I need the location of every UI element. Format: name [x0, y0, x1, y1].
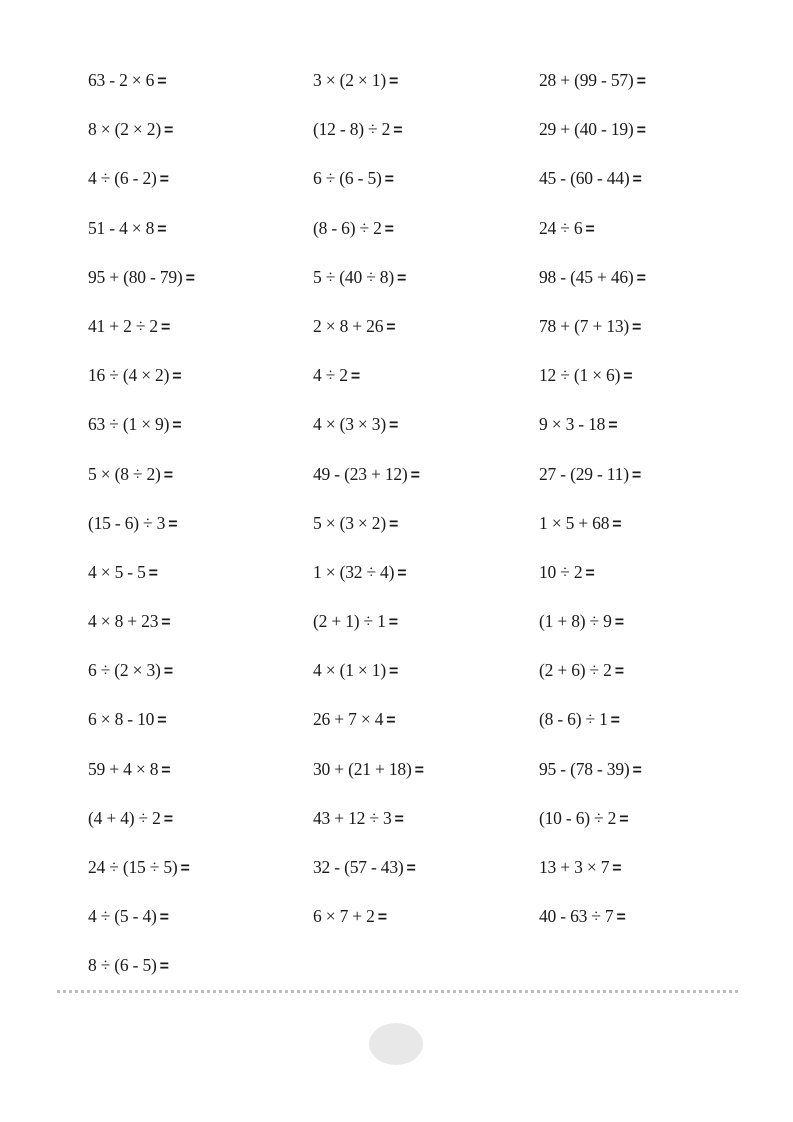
- math-problem: [313, 658, 538, 707]
- problem-expression: 4 × 5 - 5: [88, 561, 146, 582]
- equals-sign: =: [396, 269, 407, 287]
- equals-sign: =: [148, 564, 158, 582]
- math-problem: [539, 265, 764, 314]
- math-problem: [313, 855, 538, 904]
- math-problem: [539, 757, 764, 806]
- equals-sign: =: [161, 614, 171, 632]
- equals-sign: =: [388, 614, 398, 632]
- problem-expression: 40 - 63 ÷ 7: [539, 906, 614, 927]
- problem-expression: 59 + 4 × 8: [88, 758, 159, 779]
- equals-sign: =: [157, 73, 167, 90]
- equals-sign: =: [386, 318, 396, 336]
- problem-expression: 6 × 8 - 10: [88, 709, 155, 730]
- problem-expression: (1 + 8) ÷ 9: [539, 611, 612, 632]
- problem-expression: 8 ÷ (6 - 5): [88, 955, 157, 976]
- math-problem: [313, 166, 538, 215]
- equals-sign: =: [636, 269, 646, 287]
- math-problem: [539, 412, 764, 461]
- problem-expression: 41 + 2 ÷ 2: [88, 315, 158, 336]
- equals-sign: =: [388, 73, 399, 90]
- math-problem: [313, 757, 538, 806]
- problem-expression: 6 ÷ (2 × 3): [88, 660, 161, 681]
- equals-sign: =: [159, 171, 169, 189]
- problem-expression: 43 + 12 ÷ 3: [313, 807, 392, 828]
- problem-expression: (2 + 6) ÷ 2: [539, 660, 612, 681]
- math-problem: [539, 658, 764, 707]
- problem-expression: 5 ÷ (40 ÷ 8): [313, 266, 394, 287]
- equals-sign: =: [614, 614, 624, 632]
- problem-expression: 12 ÷ (1 × 6): [539, 365, 621, 386]
- math-problem: [88, 412, 313, 461]
- equals-sign: =: [394, 810, 404, 828]
- math-problem: [313, 806, 538, 855]
- math-problem: [539, 117, 764, 166]
- equals-sign: =: [619, 810, 629, 828]
- equals-sign: =: [159, 958, 169, 976]
- problem-expression: 30 + (21 + 18): [313, 758, 412, 779]
- math-problem: [539, 806, 764, 855]
- equals-sign: =: [632, 171, 642, 189]
- math-problem: [539, 462, 764, 511]
- math-problem: [88, 560, 313, 609]
- equals-sign: =: [406, 860, 416, 877]
- problem-expression: 24 ÷ 6: [539, 217, 583, 238]
- math-problem: [313, 904, 538, 953]
- equals-sign: =: [608, 417, 618, 435]
- equals-sign: =: [632, 318, 642, 336]
- problem-expression: 2 × 8 + 26: [313, 315, 384, 336]
- math-problem: [88, 904, 313, 953]
- problem-expression: 63 - 2 × 6: [88, 70, 155, 90]
- equals-sign: =: [160, 318, 171, 336]
- equals-sign: =: [163, 663, 173, 681]
- problem-expression: 95 - (78 - 39): [539, 758, 630, 779]
- equals-sign: =: [397, 564, 407, 582]
- math-problem: [313, 314, 538, 363]
- equals-sign: =: [410, 466, 420, 484]
- equals-sign: =: [350, 368, 361, 386]
- problem-expression: 4 ÷ 2: [313, 365, 348, 386]
- problem-expression: 95 + (80 - 79): [88, 266, 183, 287]
- math-problem: [88, 314, 313, 363]
- equals-sign: =: [384, 220, 394, 238]
- equals-sign: =: [168, 515, 178, 533]
- problem-expression: 6 × 7 + 2: [313, 906, 375, 927]
- problem-expression: 4 ÷ (6 - 2): [88, 168, 157, 189]
- problem-expression: 29 + (40 - 19): [539, 119, 634, 140]
- problem-expression: (2 + 1) ÷ 1: [313, 611, 386, 632]
- equals-sign: =: [163, 466, 173, 484]
- problem-expression: 49 - (23 + 12): [313, 463, 408, 484]
- problem-column-1: [88, 68, 313, 1003]
- problem-expression: 3 × (2 × 1): [313, 70, 386, 90]
- math-problem: [88, 265, 313, 314]
- math-problem: [313, 265, 538, 314]
- math-problem: [539, 609, 764, 658]
- equals-sign: =: [157, 712, 167, 730]
- equals-sign: =: [163, 810, 173, 828]
- problem-expression: 98 - (45 + 46): [539, 266, 634, 287]
- equals-sign: =: [180, 860, 190, 877]
- page-number-badge: [369, 1023, 423, 1065]
- problem-expression: (8 - 6) ÷ 1: [539, 709, 608, 730]
- equals-sign: =: [393, 122, 403, 140]
- math-problem: [88, 609, 313, 658]
- math-problem: [539, 363, 764, 412]
- equals-sign: =: [388, 663, 399, 681]
- math-problem: [313, 412, 538, 461]
- math-problem: [313, 511, 538, 560]
- problem-expression: 51 - 4 × 8: [88, 217, 155, 238]
- equals-sign: =: [636, 122, 646, 140]
- math-problem: [313, 609, 538, 658]
- problem-expression: 8 × (2 × 2): [88, 119, 161, 140]
- equals-sign: =: [623, 368, 633, 386]
- dotted-divider: [57, 990, 738, 993]
- problem-expression: 63 ÷ (1 × 9): [88, 414, 170, 435]
- equals-sign: =: [185, 269, 195, 287]
- math-problem: [88, 363, 313, 412]
- problem-column-2: [313, 68, 538, 953]
- problem-expression: (15 - 6) ÷ 3: [88, 512, 166, 533]
- equals-sign: =: [610, 712, 620, 730]
- equals-sign: =: [159, 909, 169, 927]
- problem-expression: 28 + (99 - 57): [539, 70, 634, 90]
- equals-sign: =: [377, 909, 387, 927]
- math-problem: [88, 166, 313, 215]
- equals-sign: =: [161, 761, 171, 779]
- equals-sign: =: [585, 564, 595, 582]
- problem-expression: 45 - (60 - 44): [539, 168, 630, 189]
- equals-sign: =: [612, 515, 622, 533]
- math-problem: [88, 117, 313, 166]
- problem-expression: 32 - (57 - 43): [313, 857, 404, 877]
- math-problem: [539, 560, 764, 609]
- math-problem: [539, 166, 764, 215]
- problem-expression: 4 × (3 × 3): [313, 414, 386, 435]
- problem-expression: (8 - 6) ÷ 2: [313, 217, 382, 238]
- math-problem: [88, 462, 313, 511]
- math-problem: [539, 314, 764, 363]
- math-problem: [539, 904, 764, 953]
- equals-sign: =: [163, 122, 174, 140]
- problem-expression: (4 + 4) ÷ 2: [88, 807, 161, 828]
- equals-sign: =: [386, 712, 396, 730]
- problem-expression: (10 - 6) ÷ 2: [539, 807, 617, 828]
- math-problem: [539, 216, 764, 265]
- math-problem: [539, 511, 764, 560]
- problem-expression: 27 - (29 - 11): [539, 463, 629, 484]
- problem-expression: 4 ÷ (5 - 4): [88, 906, 157, 927]
- equals-sign: =: [616, 909, 626, 927]
- problem-expression: 24 ÷ (15 ÷ 5): [88, 857, 178, 877]
- problem-expression: 9 × 3 - 18: [539, 414, 606, 435]
- problem-expression: (12 - 8) ÷ 2: [313, 119, 391, 140]
- problem-expression: 13 + 3 × 7: [539, 857, 610, 877]
- math-problem: [88, 855, 313, 904]
- equals-sign: =: [612, 860, 622, 877]
- math-problem: [88, 757, 313, 806]
- math-problem: [88, 68, 313, 117]
- math-problem: [539, 855, 764, 904]
- problem-expression: 26 + 7 × 4: [313, 709, 384, 730]
- equals-sign: =: [614, 663, 624, 681]
- equals-sign: =: [388, 515, 399, 533]
- equals-sign: =: [157, 220, 167, 238]
- math-problem: [88, 511, 313, 560]
- math-problem: [313, 707, 538, 756]
- equals-sign: =: [388, 417, 399, 435]
- math-problem: [313, 462, 538, 511]
- math-problem: [313, 117, 538, 166]
- problem-expression: 5 × (3 × 2): [313, 512, 386, 533]
- equals-sign: =: [636, 73, 646, 90]
- math-problem: [313, 68, 538, 117]
- problem-expression: 6 ÷ (6 - 5): [313, 168, 382, 189]
- equals-sign: =: [414, 761, 424, 779]
- problem-expression: 4 × 8 + 23: [88, 611, 159, 632]
- problem-expression: 16 ÷ (4 × 2): [88, 365, 170, 386]
- math-problem: [313, 216, 538, 265]
- problem-expression: 5 × (8 ÷ 2): [88, 463, 161, 484]
- equals-sign: =: [172, 368, 182, 386]
- math-problem: [88, 707, 313, 756]
- problem-expression: 1 × (32 ÷ 4): [313, 561, 395, 582]
- problem-expression: 78 + (7 + 13): [539, 315, 630, 336]
- problem-expression: 10 ÷ 2: [539, 561, 583, 582]
- math-problem: [313, 560, 538, 609]
- equals-sign: =: [384, 171, 394, 189]
- equals-sign: =: [632, 761, 642, 779]
- math-problem: [313, 363, 538, 412]
- math-problem: [88, 216, 313, 265]
- math-problem: [539, 707, 764, 756]
- math-problem: [88, 658, 313, 707]
- math-problem: [539, 68, 764, 117]
- problem-column-3: [539, 68, 764, 953]
- equals-sign: =: [172, 417, 182, 435]
- problem-expression: 1 × 5 + 68: [539, 512, 610, 533]
- equals-sign: =: [585, 220, 595, 238]
- math-problem: [88, 806, 313, 855]
- equals-sign: =: [631, 466, 642, 484]
- math-problem: [88, 953, 313, 1002]
- problem-expression: 4 × (1 × 1): [313, 660, 386, 681]
